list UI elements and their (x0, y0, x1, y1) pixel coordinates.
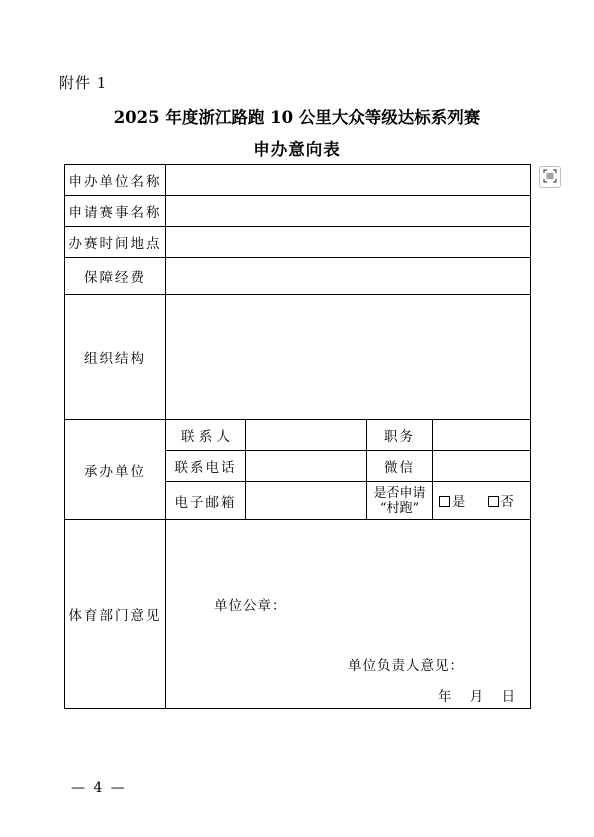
option-yes-label: 是 (452, 495, 466, 510)
row-org-structure (65, 295, 531, 420)
row-sports-dept (65, 520, 531, 709)
date-label: 年 月 日 (438, 689, 517, 705)
yes-checkbox[interactable] (439, 496, 450, 507)
time-place-field[interactable] (166, 227, 531, 258)
time-place-label: 办赛时间地点 (65, 227, 166, 258)
wechat-label: 微信 (367, 451, 433, 482)
funding-field[interactable] (166, 258, 531, 295)
event-name-field[interactable] (166, 196, 531, 227)
email-label: 电子邮箱 (166, 482, 246, 520)
application-form-table (64, 164, 531, 709)
no-checkbox[interactable] (488, 496, 499, 507)
organizer-name-field[interactable] (166, 165, 531, 196)
attachment-label: 附件 1 (59, 74, 108, 92)
row-event-name (65, 196, 531, 227)
option-no[interactable] (472, 482, 531, 520)
form-title: 2025 年度浙江路跑 10 公里大众等级达标系列赛 (113, 108, 481, 127)
contact-person-field[interactable] (246, 420, 367, 451)
option-no-label: 否 (500, 495, 514, 510)
email-field[interactable] (246, 482, 367, 520)
position-label: 职务 (367, 420, 433, 451)
form-subtitle: 申办意向表 (253, 140, 341, 159)
contact-person-label: 联 系 人 (166, 420, 246, 451)
row-organizer-name (65, 165, 531, 196)
row-funding (65, 258, 531, 295)
page-number: — 4 — (71, 780, 127, 796)
scan-frame-icon (543, 168, 557, 187)
phone-field[interactable] (246, 451, 367, 482)
event-name-label: 申请赛事名称 (65, 196, 166, 227)
phone-label: 联系电话 (166, 451, 246, 482)
sports-dept-label: 体育部门意见 (65, 520, 166, 709)
org-structure-label: 组织结构 (65, 295, 166, 420)
row-contact (65, 420, 531, 451)
host-unit-label: 承办单位 (65, 420, 166, 520)
village-run-label-line1: 是否申请 (373, 485, 426, 501)
org-structure-field[interactable] (166, 295, 531, 420)
village-run-label-line2: “村跑” (379, 500, 420, 516)
scan-frame-button[interactable] (539, 166, 561, 188)
position-field[interactable] (433, 420, 531, 451)
row-time-place (65, 227, 531, 258)
wechat-field[interactable] (433, 451, 531, 482)
unit-seal-label: 单位公章： (214, 598, 287, 614)
sports-dept-opinion-field[interactable] (166, 520, 531, 709)
leader-opinion-label: 单位负责人意见： (348, 658, 464, 674)
village-run-label (367, 482, 433, 520)
option-yes[interactable] (433, 482, 472, 520)
funding-label: 保障经费 (65, 258, 166, 295)
organizer-name-label: 申办单位名称 (65, 165, 166, 196)
